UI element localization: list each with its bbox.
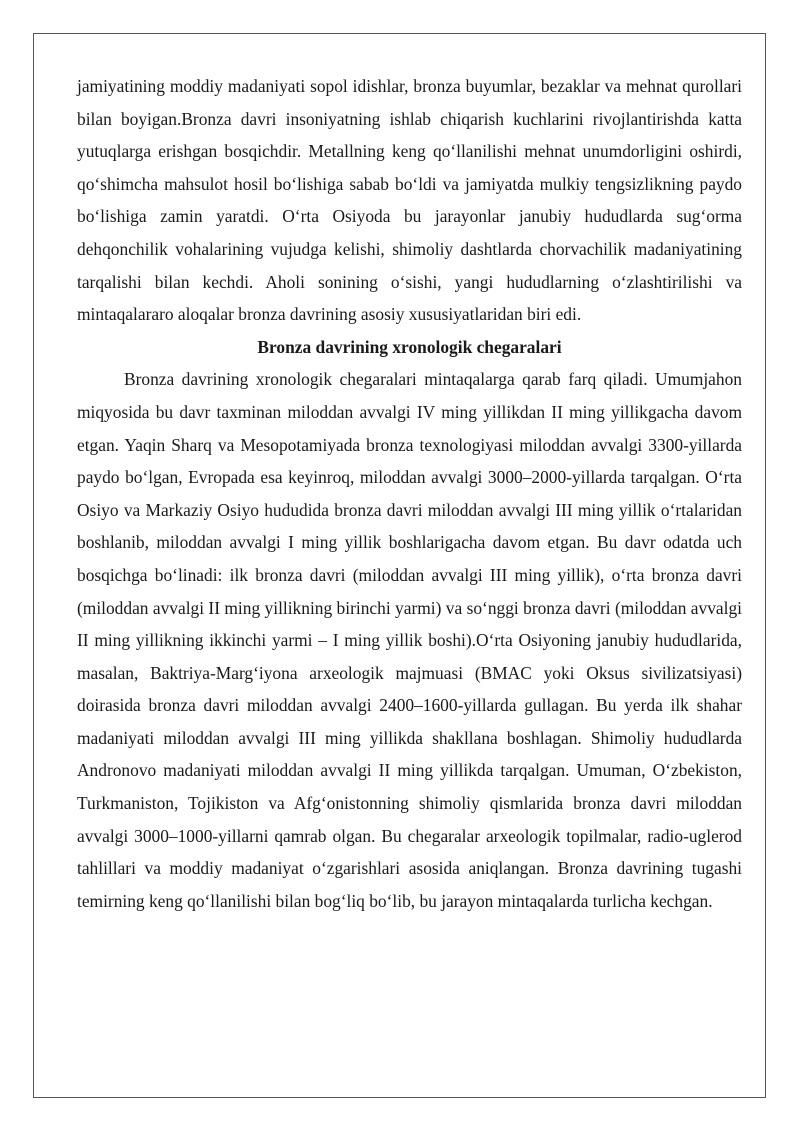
section-heading: Bronza davrining xronologik chegaralari (257, 336, 562, 357)
paragraph-2: Bronza davrining xronologik chegaralari mintaqalarga qarab farq qiladi. Umumjahon miqyosida bu davr taxminan miloddan avvalgi IV ming yillikdan II ming yillikgacha davom etgan. Yaqin Sharq va Mesopotamiyada bronza texnologiyasi miloddan avvalgi 3300-yillarda paydo bo‘lgan, Evropada esa keyinroq, miloddan avvalgi 3000–2000-yillarda tarqalgan. O‘rta Osiyo va Markaziy Osiyo hududida bronza davri miloddan avvalgi III ming yillik o‘rtalaridan boshlanib, miloddan avvalgi I ming yillik boshlarigacha davom etgan. Bu davr odatda uch bosqichga bo‘linadi: ilk bronza davri (miloddan avvalgi III ming yillik), o‘rta bronza davri (miloddan avvalgi II ming yillikning birinchi yarmi) va so‘nggi bronza davri (miloddan avvalgi II ming yillikning ikkinchi yarmi – I ming yillik boshi).O‘rta Osiyoning janubiy hududlarida, masalan, Baktriya-Marg‘iyona arxeologik majmuasi (BMAC yoki Oksus sivilizatsiyasi) doirasida bronza davri miloddan avvalgi 2400–1600-yillarda gullagan. Bu yerda ilk shahar madaniyati miloddan avvalgi III ming yillikda shakllana boshlagan. Shimoliy hududlarda Andronovo madaniyati miloddan avvalgi II ming yillikda tarqalgan. Umuman, O‘zbekiston, Turkmaniston, Tojikiston va Afg‘onistonning shimoliy qismlarida bronza davri miloddan avvalgi 3000–1000-yillarni qamrab olgan. Bu chegaralar arxeologik topilmalar, radio-uglerod tahlillari va moddiy madaniyat o‘zgarishlari asosida aniqlangan. Bronza davrining tugashi temirning keng qo‘llanilishi bilan bog‘liq bo‘lib, bu jarayon mintaqalarda turlicha kechgan. (77, 369, 742, 911)
document-body (77, 70, 742, 917)
paragraph-1: jamiyatining moddiy madaniyati sopol idishlar, bronza buyumlar, bezaklar va mehnat qurollari bilan boyigan.Bronza davri insoniyatning ishlab chiqarish kuchlarini rivojlantirishda katta yutuqlarga erishgan bosqichdir. Metallning keng qo‘llanilishi mehnat unumdorligini oshirdi, qo‘shimcha mahsulot hosil bo‘lishiga sabab bo‘ldi va jamiyatda mulkiy tengsizlikning paydo bo‘lishiga zamin yaratdi. O‘rta Osiyoda bu jarayonlar janubiy hududlarda sug‘orma dehqonchilik vohalarining vujudga kelishi, shimoliy dashtlarda chorvachilik madaniyatining tarqalishi bilan kechdi. Aholi sonining o‘sishi, yangi hududlarning o‘zlashtirilishi va mintaqalararo aloqalar bronza davrining asosiy xususiyatlaridan biri edi. (77, 76, 742, 325)
